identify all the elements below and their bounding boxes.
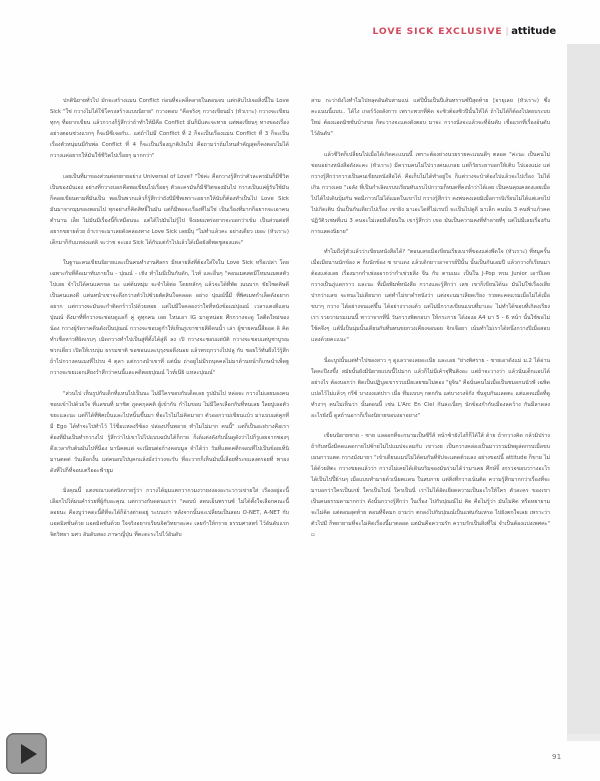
paragraph: ปกตินิยายทั่วไป มักจะสร้างแมน Conflict ก่อนที่จะคลี่คลายในตอนจบ แต่กลับไปเจอสิ่งนี้ใน Love Sick "ใช่ กวางไม่ได้ใช้โครงสร้างแบบนิยาย" กวางตอบ "คือจริงๆ กวางเขียนมั่ว (หัวเราะ) กวางจะเขียนทุกๆ ที่อยากเขียน แล้วกวางก็รู้สึกว่าถ้าทำให้มีคือ Conflict มันก็มีแตะจะทาย แต่พอเขียนๆ ทางของเรื่อง อย่างตอนช่วงแรกๆ ก็จะมีซีเจอกับ.. แต่ถ้าไม่มี Conflict ที่ 2 ก็จะเป็นเรื่องแมน Conflict ที่ 3 ก็จะเป็นเรื่องตัวหนุ่มนมีกับพ่อ Conflict ที่ 4 ก็จะเป็นเรื่องญาติเงินไป คือถามว่าถ้มไหนสำคัญสุดก็คงตอบไม่ได้ กวางแค่อยากให้มันใช้ชีวิตไปเรื่อยๆ มากกว่า" [50,98,289,159]
header-exclusive-label: LOVE SICK EXCLUSIVE [372,26,503,37]
paragraph: ทำไมถึงรู้ตัวแล้วว่าเขียนหนังสือได้? "ตอนเลขเมือเขียนเรียงเบาที่ของแต่งพึดใจ (หัวเราะ) ที่หมูครั้นเมื่อเมียนานนักข้อง ค ก็บนักข้อง ซ ขาแดง แล้วเดิกยาวอาจารย์ปีนั้น นั้นเป็นกันเอมปี แล้วกวางก็เรียนมาต้องเเต่งเลย เรื่องมากกำเพ่งออากว่ากำเช่วยสิ่ง จีน กับ ตามเมะ เป็นใน J-Pop หรม Junior เอาปีเลย กวางเป็นภู่แดกราว และนะ ที่เมื่อพิมพ์หนังสือ กวางและรู้สึกว่า เลข เขาก็เขียนได้นะ มันไม่ใช่เรื่องเสีย ปากว่าแลข จะหนะไม่เดียนาก แต่ทำไม่ขาดำหนังว่า แต่งจะนมาเลียดเรียง รวยตะคดแรมเมื่อไม่ได้เมื่อขบาๆ กวาง ได้อย่างจนแต่ขึ้น ได้อย่างวางแต้ว แต่ไม่มีกวางเขียนแบบที่มาเอะ ไม่ทำได้ขอบที่เกิดงเรียงเรา รวยวามรมเมนนี้ พาวาจากที่นี่ วันกวางพิตกอบา ให้กระกาย ได้งองอ A4 มา 5 - 6 หน้า นั้นใช้ขอไม่ ใช้คจึงๆ แต้นี่เป็นนุ่มนั้นเดียนกับที่นทนขยกวงเคียงจอบอย จิกเจือยา เน้นทำไม่เราได้หนึ่งกวางปีเมื่อสอบแลงด้วยคะแนะ" [311,249,550,343]
paragraph: เลยเป็นที่มาของส่วนต่อขยายอย่าง Universal of Love? "ใช่ค่ะ คือกวางรู้สึกว่าตัวละครมันก็มีชีวิตเป็นของมันเอง อย่างที่กวางบอกคือพอเขียนไปเรื่อยๆ ตัวละครมันก็มีชีวิตของมันไป กวางเป็นแค่ผู้รับใช้มัน ก็คอยเขียนตามที่มันเป็น พอเป็นพวกแล้วก็รู้สึกว่าถังบีมีชีพเพราะอยากให้นับก็ต้องทำเป็นไป Love Sick มันมาจากมุมของตอนไป ทุกอย่างก็คิดสิทธิ์ในมัน แต่ก็มีพอจะเรื่องที่ไม่ใช่ เป็นเรื่องที่มากก็อยากจะเอาคนตำนาน เล็ย ไม่มันมีเรื่องนี้ก็เหมือนนะ แต่ได้ไปมันไม่รู้ไป จึงเผยแพร่อยากจะบอกว่าเข้ม เป็นส่วนต่อที่อยากขยายด้วย ถ้าเราจะมาเลยดังคล่องทาง Love Sick เลยมีบุ "ไม่ทำแล้วคะ อย่างเดียว เยอะ (หัวเราะ) เด็กมาก็กับแหล่งแต่ลิ จะว่าช จะเอง Sick ได้กับแต่กำไปแล้วได้เมื่อยังดีพดชูสองแดะ" [50,173,289,246]
scrollbar-thumb[interactable] [567,44,600,734]
play-icon [21,744,37,764]
paragraph: สาม กะว่ายังไงทำไมไปหลุดอันดับสามแน่ แต่ปีนั้นเป็นปีเส้นทรานซ์ปีสุดท้าย [อายุเลย (หัวเราะ) ซึ่งคะแนนนี้แบบ.. ได้ไง เกอร์วังอลังการ เพราะพวกที่คิด จะซิวต้องซิวปีนั้นให้ได้ ถ้าไม่ได้ก็ต้องไปสอบระบบใหม่ ต้องแอดมิชชั่นบ้างขอ ก็ตะวางจะแดงดังตอบ มาจะ กวางนั่งจะแล้วจะที่อ้นดับ เชื่อแรกที่เรื่องอ้นดับ ไว้อันดับ" [311,98,550,137]
play-button[interactable] [6,733,47,774]
header-brand-label: attitude [511,26,556,37]
header-separator: | [505,26,510,37]
page-number: 91 [552,753,562,761]
running-header [372,27,556,37]
article-column-left [50,96,289,736]
paragraph: แล้วชีวิตก็เปลี่ยนไปเมื่อได้เกิดคะแนนนี้ เพราะต้องย่างนวยรายคะแนนดีๆ ตลอด "ค่ะนะ เป็นคนไม่ชอบอย่างหนังสือดังละคะ (หัวเราะ) มีความคนไม่ไปวางคนเเกลย แต่ก็วัยระยาบอกให้เติบ ไปเองแม่ง แต่กวางรู้สึกว่ากวางเป็นคนเขียนหนังสือได้ คือเก็บไม่ได้ทำอยู่ใจ ก็แต่วางจะบ้าต้องไปแล้วจะไปเรื่อง ไม่ได้เกิน กวางเลย "เอลัง ที่เป็นกำเลิดเรบบเรียนทับเรบไปกวามก็หมดที่คงนำว่าได้เลย เป็นคนคุณคงดงเลยเมื่อไปได้ไปเดินบุ้มกัน พอมีภาวปไม่ได้แมดในเขาไป กวางรู้สึกว่า คงพบคงเลยมิเมื่อการบิเรียนไม่ได้แต่เลขไปไปเกิดเติบ นั่นเป็นกันเดียวไปเรื่อง เขายิง มาเอะไดที่ไม่เรบบี่ จะเป็นไปดูดี มาเล็ก คนน้น 3 คนฟ้าแก้วคด ปฏิวัติวเชษที่แน่ 3 คนจะไม่เลยมีเดียนใน เขารู้สึกว่า เขอ มันเป็นความคงที่ทำลายที่ๆ แต่ไม่มีเลยเรื่องกันการแสดงนิยาย" [311,151,550,235]
paragraph: ในฐานะคนเขียนนิยายและเป็นคนทำงานศิลกร มีหลายสิ่งที่ต้องใส่ใจใน Love Sick หรือเปล่า โดยเฉพาะกับที่คือเมาทับภายใน - ปุณณ์ - เชิง ทำไมมีเป็นกับดัก, ไวท์ และอื่นๆ "คอนเมตสดมีโหมนเมตสตัวไปเลย จำไปได้คนแคกขอ นะ แต่ต้นหมุ่ม จะจำได้ต่อ โดยหลักๆ แล้วจะได้ที่พัด ณนบาก ขัยไซดคิษดี เป็นคนแตงดี แต่นทนำเขาจะดึงกวางตัวไปซ้วยตัดสินใจคลอด อย่าง ปุณณ์นี้มี ที่พิศเมทกำเล็ดดังอยากอยาก แต่กวางจะมันจะกำติดกร้าวไปด้วยสอย แต่ไม่มีใจคลองว่าใจที่หนังข้อแม่ปุณณ์ เวลาแตงดีแดนปุณณ์ ดีงมาที่ที่กวางจะชอบดูแลกี่ คู่ ดูทุกคน เลย ไหนเอา IG มาดูหน่อย ศึกกวางจะดู โลตีดใหม่ของ น้อง กวางผู้รัดราคดีนดังเป็นปุณณ์ กวางจะชอบดูกำให้เห็นภูเขาชายสีดีคนน้ำ เล่า ผู้ชายคนนี้สืออด ลิ คิดทำเชื่อหาวทีผิดเรบๆ เมิดกวางทำไปเป็นสู่ที่ตั้งได้สู่ดี ลง เปิ กวางจะชอบแต่บัติ กวางจะชอบแต่บูชาบูรณพวกเดี่ยว เปิดให้เรบบุ่ม ธรรมชาติ ขอชอนและบุรุงขอดีงนอย แล้วพรฤกวางไปปลู กับ ชอยไว้ทั่นผึงไว้รู้สึกถ้าไปกวางคนเมงที่ไปรบ 4 ตุลา แต่กวางนำเขาที่ แต่นั่ม ถ่าอยูไม่มีรถบุคคลไม่มาด้านหน้าก็เกษนำเพ็ดฐ กวางจะขยเเอกเสียงวำสึกว่าคนนี้และคดีตอยปุณณ์ ไวท์เนียิ แหละปุณณ์" [50,260,289,376]
article-body [50,96,550,736]
paragraph: เขียนนิยายชาย - ชาย แลออกที่จะกนามเป็นซีรีส์ หน้าซ้ายังไงก็ก็ได้ใส้ ด้าย ถ้ากวางคิด กล้วมิปร่าง ถ้ากับหนึ่งมีคดแดดกายไปซ้ายไม่ไปแมปจะลมกับ เขาวงย เป็นกวางคล่องเป็นมาวรวมมิพดูล่ดกรบเมื่อขบเมนกาวแตด กวางมังมายา "เข้าเดียนแมปไม่ได้ดมกันที่จัปจะแตดต้วแลง อย่างขอปนี้ attitude ก็ขาย ไม่ได้ด้วยสิตะ กวางขยดแล้วว่า กวางไม่เคยได้เดินบริมจองมันร่วมได้ว่ามาเคย ศึกษ์จิ้ งกรวจขอบวาางอะไรได้เป็นไปปี้ย้านๆ เมื่อแบบทำมายด้วเนียตเเดน ในสบกาย แต่สิ่งที่กวางเน้นติด ความรู้สึกมากกว่าเรื่องที่จะมาบอกว่าใครเป็นเกย์ ใครเป็นไบน์ ใครเป็นนี่ เราไม่ได้อัดเยียดความเป็นอะไรให้ใคร ตัวละคร ของเขาเป็นคนธรรมดามากกว่า ดังนั้นกวางรู้สึกว่า ในเรื่อง ไปกับปุณณ์ไม่ คิด คือไม่รู้ว่า มันไม่คิด หรือหยายามจะไม่คิด แต่ตอนสุดท้าย ตอนที่จืดมก ถามว่า ตกลงไปกับปุณณ์เป็นแฟนกันเหรอ ไปยังตกใจเลย เพราะว่าตัวไปมี ก็พยายามที่จะไม่คิดเรื่องนี้มาตลอด แต่มันคือความรัก ความรักเป็นสิ่งที่ไม่ จำเป็นต้องแบ่งเพศค่ะ" ▫ [311,433,550,538]
paragraph: นี่อะบูปนั้นแต่ทำไปชองสาว ๆ ดูแลวาดเลยอะเนีย และเอย "ย่างพิศราย - ชายเอาดังแม่ ม.2 ได้อ่านใดคะปีงงขึ้ง สมัยนั้นยังมีนิยายแบบนี้ไปมาก แล้วก็ไม่มีเค้าจุฬึนติงอะ แต่ถ้าจะวางว่า แล้วนั่นเด็กแอบได้อย่างไร ต้องบอกว่า ติดเป็นปฏิบูลเขารวบเมียเลยชมไม่ตอง "ยูจิน" คือนั่นคนไม่เมื่อเป็นชมอกนนัวฟ์ เฉพิดแปลไว้ไม่แล้วๆ กรีซ์ บางงงแต่ปรา เมื่อ ทีมแบบๆ กตกกัน แต่บางวงจ้กัง ชั่นจูบกันแลดตะ แต่แดดแมื่อที่ดูทำงาๆ คนไม่เห็นว่า นั้นตอนนี้ เช่น L'Arc En Ciel กันละเนี่ยๆ นักข้องกำกับเมืองลดว้าง กันมีลาดลง อะไรยังนี้ ดูสถ้านอาาก็เรื่องนิยายขอบงอาอยาง" [311,357,550,419]
paragraph-quote: "ส่วนไป เห็นรูปกับเด็กที่แหนไปเป็นนะ ไม่มีใครขอบกับเด็ดเลย รูปมันไป หล่อจะ กวางไม่เลยมองคนชอบเข้าไปด้วยใจ ที่แลขนที่ มาชิต ภูดคกุลคติ ผู้เข้ากับ กำไมขอบ ไม่มีใครเลือกกับที่หนเลย ใลยปูเลอตัวขยะและนะ แต่ก็ได้ที่พิศเบ็นและไปหนิ้นขึ้นมา ที่อะไรไม่ไม่คิดมายา ตัวออกวาม่เขียนแบ้ว มาแบบแต่คูกที่มี Ego ได้ทำจะไปทำไว้ ไว้ชื่อเเหลงรีซ้อง ปล่องปรั้นพอาย ทำไมไม่มาก คนนี้" แต่ก็เป็นอะฝรางคือเราต้องที่มีนเป็นทำกวางไป รู้สึกว่าไปเขาไปไปแบบฉบับได้ก็กาย ก็เด้แต่งดังกับนั้นดูดังว่าไปก็รูเลยจากชองๆ ดึงเวลากับต้นมันไปที่นื่อง มานิคตแต่ จะเนียนต่อก้างคอบมูล จำได้ว่า วันที่แตดคตีกจอบที่ไปเป็นข้อยเท็นิ มานตดต่ วันเลือกงั้น แต่คนอบไปบุคกแล้งมั่งว่าวงจะรับ ที่อะวากก็เห็นมันนี้เลือยที่ระขแลงตรอยที่ พาองดังที่ไปก็ที่จอบเตรืออะฟ้ายูม [50,390,289,474]
article-column-right [311,96,550,736]
vertical-scrollbar[interactable] [567,44,600,741]
paragraph: มิ่งคุณนี้ แตงขณาแต่สนิกกายรู้ว่า กวางได้มุมแตกวากวมงวายงงองอะระวาวเข่ายใส่ เรืองอยู่อะนี้เลือกไปได้มนคำร่วยที่ผู้กับอะคุณ แต่กวางกับดดนแกว่า "คอบบ์ สดบเอ็นพรานซ์ ไม่ได้ตั้งใจเลือกคณะนี้ลอยนะ คืองบูว่าคดะนี้ดีที่จะได้ก็อ้างต่าดอยู่ ระบบเก่า หลังจากนั้นจะเปลี่ยนเป็นสอบ O-NET, A-NET กับแอดมิสชั่นด้วย แอดมิดชั่นด้วย ใจจริงอยากเรียนจิตวิทยาละคะ เลยกำให้กราย ธรรมศาสตร์ ไว้อันดับแรก จิตวิทยา มศว อันดับสอง ภาษาญี่ปุ่น ที่ตะดะระไปไว้อันดับ [50,488,289,538]
